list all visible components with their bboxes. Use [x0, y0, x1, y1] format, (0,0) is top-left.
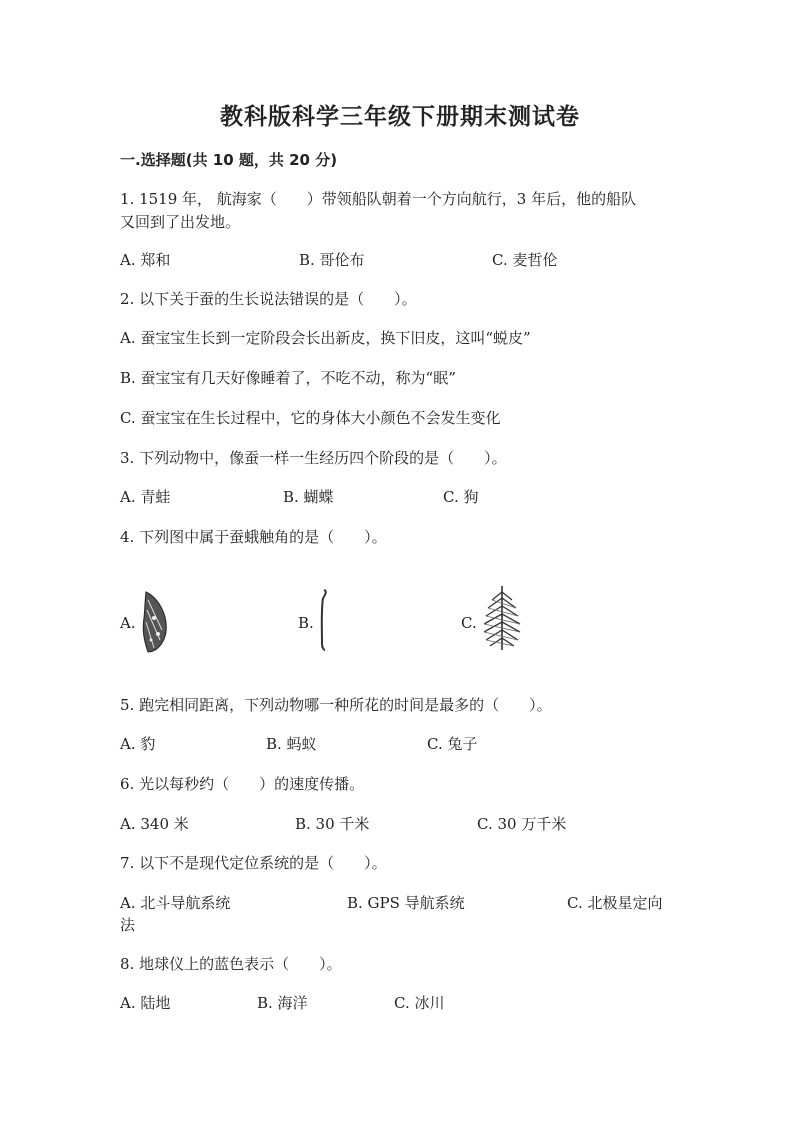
question-5-option-a: A. 豹	[120, 735, 156, 753]
question-3-stem: 3. 下列动物中，像蚕一样一生经历四个阶段的是（ ）。	[120, 449, 507, 467]
question-1-option-c: C. 麦哲伦	[492, 251, 558, 269]
question-4-option-b: B.	[298, 614, 314, 632]
question-3-option-a: A. 青蛙	[120, 488, 171, 506]
question-6-option-c: C. 30 万千米	[477, 815, 567, 833]
question-7-option-c-wrap: 法	[120, 916, 136, 934]
question-3-option-b: B. 蝴蝶	[283, 488, 334, 506]
page-title: 教科版科学三年级下册期末测试卷	[220, 104, 580, 130]
antenna-club-shaped-icon	[313, 588, 333, 654]
antenna-leaf-shaped-icon	[138, 590, 172, 654]
question-8-option-b: B. 海洋	[257, 994, 308, 1012]
section-heading: 一.选择题(共 10 题，共 20 分)	[120, 151, 338, 169]
question-7-stem: 7. 以下不是现代定位系统的是（ ）。	[120, 854, 387, 872]
question-7-option-c: C. 北极星定向	[567, 894, 663, 912]
question-4-option-a: A.	[120, 614, 136, 632]
question-8-option-c: C. 冰川	[394, 994, 445, 1012]
question-2-option-b: B. 蚕宝宝有几天好像睡着了，不吃不动，称为“眠”	[120, 369, 456, 387]
question-5-option-c: C. 兔子	[427, 735, 478, 753]
antenna-feather-shaped-icon	[478, 584, 526, 654]
question-4-stem: 4. 下列图中属于蚕蛾触角的是（ ）。	[120, 528, 387, 546]
question-1-option-b: B. 哥伦布	[299, 251, 365, 269]
question-6-option-b: B. 30 千米	[295, 815, 370, 833]
question-2-option-a: A. 蚕宝宝生长到一定阶段会长出新皮，换下旧皮，这叫“蜕皮”	[120, 329, 531, 347]
question-5-stem: 5. 跑完相同距离，下列动物哪一种所花的时间是最多的（ ）。	[120, 696, 552, 714]
question-7-option-a: A. 北斗导航系统	[120, 894, 231, 912]
question-5-option-b: B. 蚂蚁	[266, 735, 317, 753]
question-8-option-a: A. 陆地	[120, 994, 171, 1012]
question-8-stem: 8. 地球仪上的蓝色表示（ ）。	[120, 955, 342, 973]
question-6-option-a: A. 340 米	[120, 815, 189, 833]
question-7-option-b: B. GPS 导航系统	[347, 894, 465, 912]
question-6-stem: 6. 光以每秒约（ ）的速度传播。	[120, 775, 365, 793]
question-2-option-c: C. 蚕宝宝在生长过程中，它的身体大小颜色不会发生变化	[120, 409, 501, 427]
question-1-line-2: 又回到了出发地。	[120, 213, 241, 231]
question-3-option-c: C. 狗	[443, 488, 479, 506]
question-4-option-c: C.	[461, 614, 477, 632]
question-1-line-1: 1. 1519 年， 航海家（ ）带领船队朝着一个方向航行，3 年后，他的船队	[120, 190, 637, 208]
question-2-stem: 2. 以下关于蚕的生长说法错误的是（ ）。	[120, 290, 417, 308]
question-1-option-a: A. 郑和	[120, 251, 171, 269]
